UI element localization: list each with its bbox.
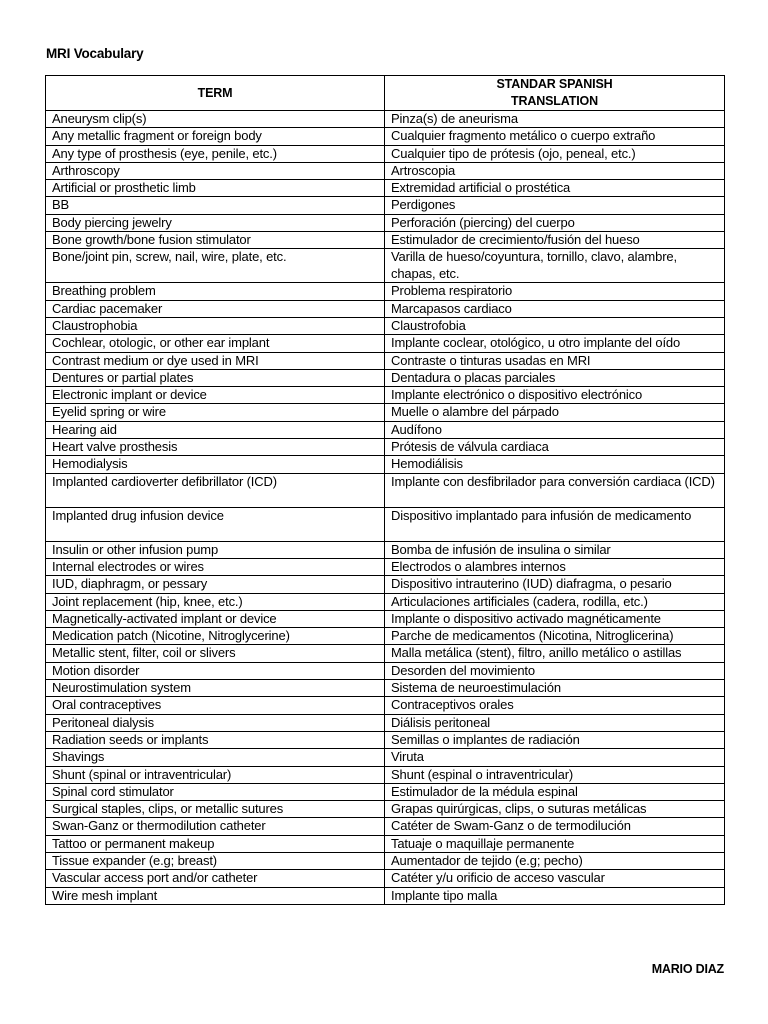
term-cell: Insulin or other infusion pump xyxy=(46,541,385,558)
table-row xyxy=(46,628,725,645)
table-row xyxy=(46,852,725,869)
term-cell: Medication patch (Nicotine, Nitroglycerine) xyxy=(46,628,385,645)
translation-cell: Implante electrónico o dispositivo electrónico xyxy=(385,387,725,404)
table-row xyxy=(46,300,725,317)
term-cell: Bone/joint pin, screw, nail, wire, plate, etc. xyxy=(46,249,385,283)
table-row xyxy=(46,766,725,783)
term-cell: Radiation seeds or implants xyxy=(46,731,385,748)
term-cell: Joint replacement (hip, knee, etc.) xyxy=(46,593,385,610)
table-header-row xyxy=(46,76,725,111)
translation-cell: Tatuaje o maquillaje permanente xyxy=(385,835,725,852)
table-row xyxy=(46,749,725,766)
translation-cell: Implante tipo malla xyxy=(385,887,725,904)
translation-cell: Catéter y/u orificio de acceso vascular xyxy=(385,870,725,887)
translation-cell: Dispositivo implantado para infusión de medicamento xyxy=(385,507,725,541)
term-cell: Dentures or partial plates xyxy=(46,369,385,386)
translation-cell: Marcapasos cardiaco xyxy=(385,300,725,317)
translation-column-label-line2: TRANSLATION xyxy=(511,94,598,108)
term-cell: Breathing problem xyxy=(46,283,385,300)
term-cell: Shunt (spinal or intraventricular) xyxy=(46,766,385,783)
term-cell: Swan-Ganz or thermodilution catheter xyxy=(46,818,385,835)
term-cell: Tissue expander (e.g; breast) xyxy=(46,852,385,869)
term-cell: Vascular access port and/or catheter xyxy=(46,870,385,887)
term-column-header xyxy=(46,76,385,111)
table-row xyxy=(46,317,725,334)
table-row xyxy=(46,680,725,697)
table-row xyxy=(46,507,725,541)
translation-cell: Implante coclear, otológico, u otro implante del oído xyxy=(385,335,725,352)
term-cell: Peritoneal dialysis xyxy=(46,714,385,731)
table-row xyxy=(46,473,725,507)
page-title: MRI Vocabulary xyxy=(46,46,144,61)
table-row xyxy=(46,335,725,352)
table-row xyxy=(46,352,725,369)
term-cell: Claustrophobia xyxy=(46,317,385,334)
table-row xyxy=(46,162,725,179)
table-row xyxy=(46,714,725,731)
table-row xyxy=(46,541,725,558)
translation-cell: Desorden del movimiento xyxy=(385,662,725,679)
table-row xyxy=(46,558,725,575)
term-cell: Tattoo or permanent makeup xyxy=(46,835,385,852)
table-body xyxy=(46,111,725,905)
table-row xyxy=(46,180,725,197)
translation-cell: Electrodos o alambres internos xyxy=(385,558,725,575)
table-row xyxy=(46,576,725,593)
term-cell: Hearing aid xyxy=(46,421,385,438)
term-cell: Spinal cord stimulator xyxy=(46,783,385,800)
table-row xyxy=(46,232,725,249)
table-row xyxy=(46,369,725,386)
translation-cell: Shunt (espinal o intraventricular) xyxy=(385,766,725,783)
translation-cell: Estimulador de la médula espinal xyxy=(385,783,725,800)
translation-cell: Contraceptivos orales xyxy=(385,697,725,714)
translation-column-header xyxy=(385,76,725,111)
term-cell: Wire mesh implant xyxy=(46,887,385,904)
translation-cell: Perforación (piercing) del cuerpo xyxy=(385,214,725,231)
translation-cell: Parche de medicamentos (Nicotina, Nitroglicerina) xyxy=(385,628,725,645)
table-row xyxy=(46,645,725,662)
table-row xyxy=(46,128,725,145)
term-cell: Oral contraceptives xyxy=(46,697,385,714)
term-cell: Implanted cardioverter defibrillator (ICD) xyxy=(46,473,385,507)
translation-cell: Viruta xyxy=(385,749,725,766)
table-row xyxy=(46,835,725,852)
translation-cell: Claustrofobia xyxy=(385,317,725,334)
translation-column-label-line1: STANDAR SPANISH xyxy=(496,77,613,91)
translation-cell: Malla metálica (stent), filtro, anillo metálico o astillas xyxy=(385,645,725,662)
translation-cell: Cualquier tipo de prótesis (ojo, peneal, etc.) xyxy=(385,145,725,162)
table-row xyxy=(46,593,725,610)
table-row xyxy=(46,801,725,818)
translation-cell: Diálisis peritoneal xyxy=(385,714,725,731)
table-row xyxy=(46,610,725,627)
table-row xyxy=(46,145,725,162)
term-cell: Artificial or prosthetic limb xyxy=(46,180,385,197)
table-row xyxy=(46,697,725,714)
term-cell: Hemodialysis xyxy=(46,456,385,473)
translation-cell: Audífono xyxy=(385,421,725,438)
term-cell: Implanted drug infusion device xyxy=(46,507,385,541)
translation-cell: Pinza(s) de aneurisma xyxy=(385,111,725,128)
table-row xyxy=(46,387,725,404)
term-cell: Motion disorder xyxy=(46,662,385,679)
term-cell: Eyelid spring or wire xyxy=(46,404,385,421)
table-row xyxy=(46,421,725,438)
translation-cell: Muelle o alambre del párpado xyxy=(385,404,725,421)
term-cell: Metallic stent, filter, coil or slivers xyxy=(46,645,385,662)
table-row xyxy=(46,662,725,679)
table-row xyxy=(46,111,725,128)
translation-cell: Problema respiratorio xyxy=(385,283,725,300)
translation-cell: Catéter de Swam-Ganz o de termodilución xyxy=(385,818,725,835)
translation-cell: Contraste o tinturas usadas en MRI xyxy=(385,352,725,369)
translation-cell: Extremidad artificial o prostética xyxy=(385,180,725,197)
table-row xyxy=(46,731,725,748)
term-cell: Cardiac pacemaker xyxy=(46,300,385,317)
translation-cell: Semillas o implantes de radiación xyxy=(385,731,725,748)
term-cell: Contrast medium or dye used in MRI xyxy=(46,352,385,369)
translation-cell: Implante con desfibrilador para conversión cardiaca (ICD) xyxy=(385,473,725,507)
table-row xyxy=(46,870,725,887)
vocabulary-table xyxy=(45,75,725,905)
term-cell: Any metallic fragment or foreign body xyxy=(46,128,385,145)
translation-cell: Perdigones xyxy=(385,197,725,214)
table-row xyxy=(46,783,725,800)
translation-cell: Sistema de neuroestimulación xyxy=(385,680,725,697)
term-column-label: TERM xyxy=(197,85,233,100)
term-cell: Cochlear, otologic, or other ear implant xyxy=(46,335,385,352)
term-cell: Magnetically-activated implant or device xyxy=(46,610,385,627)
translation-cell: Cualquier fragmento metálico o cuerpo extraño xyxy=(385,128,725,145)
term-cell: Neurostimulation system xyxy=(46,680,385,697)
translation-cell: Estimulador de crecimiento/fusión del hueso xyxy=(385,232,725,249)
translation-cell: Artroscopia xyxy=(385,162,725,179)
term-cell: Shavings xyxy=(46,749,385,766)
translation-cell: Articulaciones artificiales (cadera, rodilla, etc.) xyxy=(385,593,725,610)
term-cell: IUD, diaphragm, or pessary xyxy=(46,576,385,593)
term-cell: BB xyxy=(46,197,385,214)
translation-cell: Hemodiálisis xyxy=(385,456,725,473)
table-row xyxy=(46,214,725,231)
term-cell: Any type of prosthesis (eye, penile, etc.) xyxy=(46,145,385,162)
translation-cell: Implante o dispositivo activado magnéticamente xyxy=(385,610,725,627)
translation-cell: Dentadura o placas parciales xyxy=(385,369,725,386)
table-row xyxy=(46,404,725,421)
translation-cell: Varilla de hueso/coyuntura, tornillo, clavo, alambre, chapas, etc. xyxy=(385,249,725,283)
table-row xyxy=(46,887,725,904)
term-cell: Surgical staples, clips, or metallic sutures xyxy=(46,801,385,818)
term-cell: Heart valve prosthesis xyxy=(46,439,385,456)
term-cell: Bone growth/bone fusion stimulator xyxy=(46,232,385,249)
term-cell: Arthroscopy xyxy=(46,162,385,179)
term-cell: Internal electrodes or wires xyxy=(46,558,385,575)
table-row xyxy=(46,456,725,473)
table-row xyxy=(46,249,725,283)
table-row xyxy=(46,283,725,300)
translation-cell: Dispositivo intrauterino (IUD) diafragma, o pesario xyxy=(385,576,725,593)
author-name: MARIO DIAZ xyxy=(651,962,724,976)
table-row xyxy=(46,439,725,456)
translation-cell: Grapas quirúrgicas, clips, o suturas metálicas xyxy=(385,801,725,818)
term-cell: Electronic implant or device xyxy=(46,387,385,404)
translation-cell: Bomba de infusión de insulina o similar xyxy=(385,541,725,558)
translation-cell: Aumentador de tejido (e.g; pecho) xyxy=(385,852,725,869)
translation-cell: Prótesis de válvula cardiaca xyxy=(385,439,725,456)
term-cell: Body piercing jewelry xyxy=(46,214,385,231)
table-row xyxy=(46,818,725,835)
table-row xyxy=(46,197,725,214)
term-cell: Aneurysm clip(s) xyxy=(46,111,385,128)
